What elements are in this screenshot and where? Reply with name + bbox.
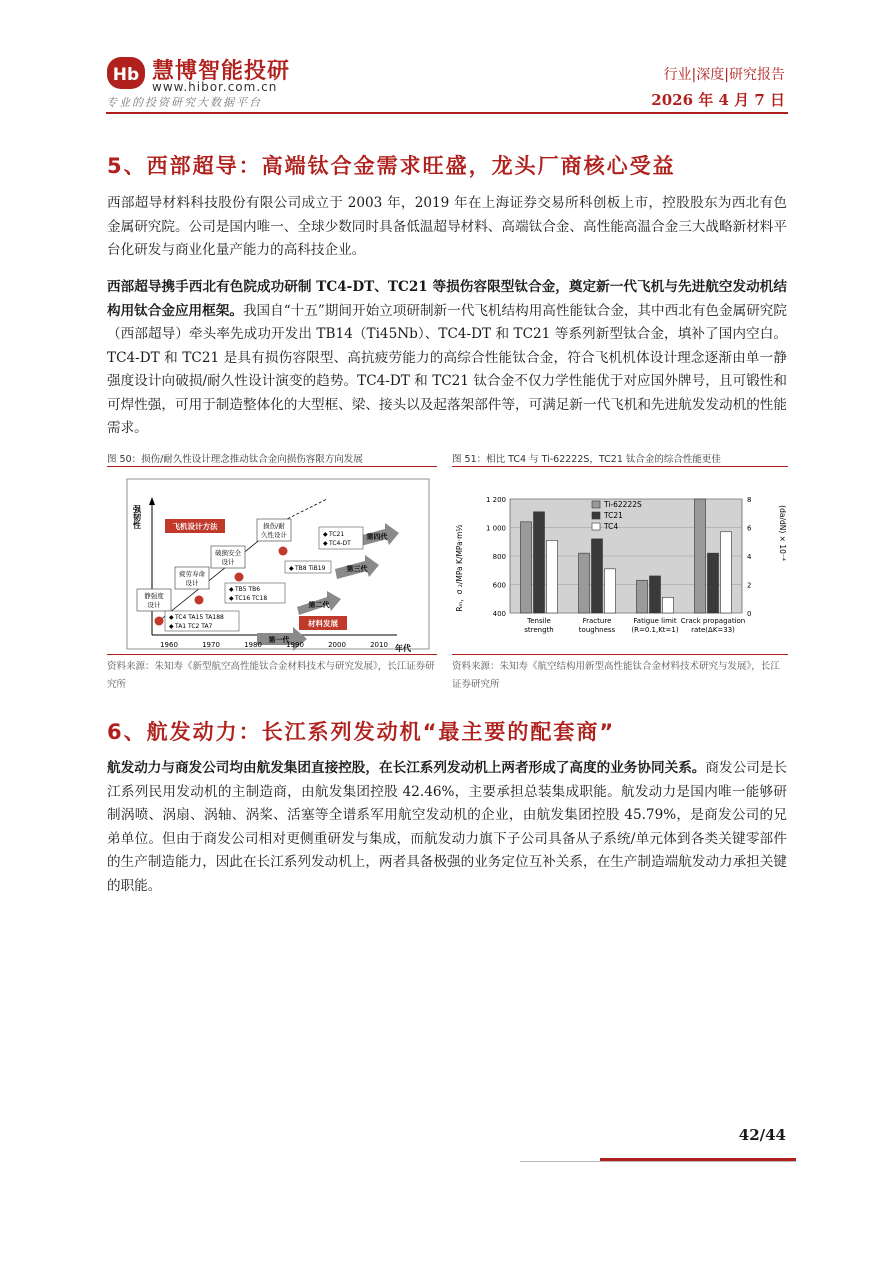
y2-tick-label: 4 (747, 553, 752, 561)
figure-51-title: 图 51：相比 TC4 与 Ti-62222S，TC21 钛合金的综合性能更佳 (452, 454, 721, 465)
svg-text:◆: ◆ (229, 595, 234, 602)
figure-50 (107, 451, 437, 662)
category-label: rate(ΔK=33) (691, 626, 735, 634)
category-label: (R=0.1,Kt=1) (631, 626, 679, 634)
report-type: 行业|深度|研究报告 (663, 67, 785, 83)
logo-name: 慧博智能投研 (152, 59, 291, 84)
figure-51 (452, 451, 788, 662)
alloy-group-1a: TC4 TA15 TA188 (175, 614, 224, 621)
bar-ti-62222s (695, 499, 706, 613)
generation-2: 第二代 (308, 601, 330, 609)
svg-text:Hb: Hb (112, 65, 140, 85)
section6-para-body: 商发公司是长江系列民用发动机的主制造商，由航发集团控股 42.46%，主要承担总装集成职能。航发动力是国内唯一能够研制涡喷、涡扇、涡轴、涡桨、活塞等全谱系军用航空发动机的企业，由航发集团控股 45.79%，是商发公司的兄弟单位。但由于商发公司相对更侧重研发与集成，而航发动力旗下子公司具备从子系统/单元体到各类关键零部件的生产制造能力，因此在长江系列发动机上，两者具备极强的业务定位互补关系，在生产制造端航发动力承担关键的职能。 (107, 760, 788, 894)
figure-50-diagram (107, 473, 437, 658)
bar-tc21 (650, 576, 661, 613)
footer-accent-line (600, 1158, 796, 1161)
legend-label: Ti-62222S (604, 500, 642, 509)
alloy-group-3: TB8 TiB19 (295, 565, 326, 572)
legend-swatch (592, 523, 600, 530)
bar-tc21 (708, 553, 719, 613)
alloy-group-2b: TC16 TC18 (235, 595, 268, 602)
section6-para-lead: 航发动力与商发公司均由航发集团直接控股，在长江系列发动机上两者形成了高度的业务协同关系。 (107, 760, 706, 776)
right-axis-label: (da/dN) × 10⁻⁴ (778, 505, 787, 561)
logo (106, 52, 326, 108)
alloy-group-4a: TC21 (329, 531, 345, 538)
bar-ti-62222s (579, 553, 590, 613)
alloy-group-4b: TC4-DT (329, 540, 351, 547)
y-tick-label: 1 200 (485, 496, 506, 504)
svg-text:◆: ◆ (289, 565, 294, 572)
x-tick-1980: 1980 (244, 641, 262, 649)
svg-text:损伤/耐: 损伤/耐 (263, 522, 285, 530)
y2-tick-label: 8 (747, 496, 752, 504)
y-tick-label: 400 (492, 610, 506, 618)
alloy-group-1b: TA1 TC2 TA7 (175, 623, 213, 630)
section5-para1: 西部超导材料科技股份有限公司成立于 2003 年，2019 年在上海证券交易所科创板上市，控股股东为西北有色金属研究院。公司是国内唯一、全球少数同时具备低温超导材料、高端钛合金、高性能高温合金三大战略新材料平台化研发与商业化量产能力的高科技企业。 (107, 195, 787, 258)
section5-para2-body: 我国自“十五”期间开始立项研制新一代飞机结构用高性能钛合金，其中西北有色金属研究院（西部超导）牵头率先成功开发出 TB14（Ti45Nb）、TC4-DT 和 TC21 等系列新型钛合金，填补了国内空白。TC4-DT 和 TC21 是具有损伤容限型、高抗疲劳能力的高综合性能钛合金，符合飞机机体设计理念逐渐由单一静强度设计向破损/耐久性设计演变的趋势。TC4-DT 和 TC21 钛合金不仅力学性能优于对应国外牌号，且可锻性和可焊性强，可用于制造整体化的大型框、梁、接头以及起落架部件等，可满足新一代飞机和先进航发发动机的性能需求。 (107, 302, 787, 436)
y-tick-label: 800 (492, 553, 506, 561)
svg-text:设计: 设计 (185, 579, 199, 587)
logo-mark-icon (106, 56, 146, 90)
figure-51-source-rule (452, 654, 788, 655)
svg-text:◆: ◆ (323, 531, 328, 538)
figure-50-title: 图 50：损伤/耐久性设计理念推动钛合金向损伤容限方向发展 (107, 454, 363, 465)
bar-tc4 (663, 597, 674, 613)
svg-text:◆: ◆ (229, 586, 234, 593)
category-label: Fatigue limit (633, 617, 677, 625)
y-tick-label: 1 000 (485, 524, 506, 533)
svg-text:疲劳寿命: 疲劳寿命 (179, 570, 205, 578)
figure-51-rule (452, 466, 788, 467)
section6-para (107, 757, 787, 898)
section5-para2 (107, 276, 787, 441)
generation-1: 第一代 (268, 636, 290, 644)
x-axis-label: 年代 (395, 644, 411, 653)
generation-3: 第三代 (346, 565, 368, 573)
left-axis-label: Rₘ，σ ₂/MPa K/MPa·m½ (455, 524, 464, 612)
header-divider (106, 112, 788, 114)
x-tick-1960: 1960 (160, 641, 178, 649)
logo-slogan: 专业的投资研究大数据平台 (106, 96, 262, 109)
bar-ti-62222s (521, 522, 532, 613)
y2-tick-label: 2 (747, 581, 752, 590)
x-tick-2000: 2000 (328, 641, 346, 649)
category-label: Crack propagation (680, 617, 746, 625)
report-date: 2026 年 4 月 7 日 (651, 91, 785, 109)
section6-heading: 6、航发动力：长江系列发动机“最主要的配套商” (107, 720, 616, 744)
x-tick-1990: 1990 (286, 641, 304, 649)
generation-4: 第四代 (366, 533, 388, 541)
figure-50-rule (107, 466, 437, 467)
svg-text:设计: 设计 (221, 558, 235, 566)
page-number: 42/44 (738, 1126, 786, 1144)
logo-url: www.hibor.com.cn (152, 80, 278, 94)
y-axis-label: 强韧性 (132, 505, 142, 529)
bar-tc21 (534, 512, 545, 613)
svg-text:静强度: 静强度 (144, 592, 164, 600)
section5-para2-lead: 西部超导携手西北有色院成功研制 TC4-DT、TC21 等损伤容限型钛合金，奠定新一代飞机与先进航空发动机结构用钛合金应用框架。 (107, 279, 787, 319)
bar-tc21 (592, 539, 603, 613)
y2-tick-label: 6 (747, 524, 752, 533)
figure-50-source: 资料来源：朱知寿《新型航空高性能钛合金材料技术与研究发展》，长江证券研究所 (107, 661, 435, 690)
design-header: 飞机设计方法 (172, 522, 218, 531)
alloy-group-2a: TB5 TB6 (235, 586, 261, 593)
svg-text:破损安全: 破损安全 (215, 549, 241, 557)
bar-tc4 (605, 569, 616, 613)
legend-label: TC4 (604, 522, 619, 531)
header-meta (651, 64, 785, 110)
category-label: strength (524, 626, 554, 634)
svg-text:◆: ◆ (169, 623, 174, 630)
footer-line (520, 1161, 796, 1162)
svg-text:◆: ◆ (323, 540, 328, 547)
material-header: 材料发展 (308, 619, 338, 628)
figure-51-source: 资料来源：朱知寿《航空结构用新型高性能钛合金材料技术研究与发展》，长江证券研究所 (452, 661, 780, 690)
category-label: Fracture (582, 617, 612, 625)
section5-heading: 5、西部超导：高端钛合金需求旺盛，龙头厂商核心受益 (107, 154, 676, 178)
svg-text:设计: 设计 (147, 601, 161, 609)
figure-50-source-rule (107, 654, 437, 655)
legend-swatch (592, 501, 600, 508)
category-label: toughness (578, 626, 616, 634)
bar-tc4 (547, 540, 558, 613)
y2-tick-label: 0 (747, 610, 752, 618)
x-tick-2010: 2010 (370, 641, 388, 649)
legend-label: TC21 (604, 511, 623, 520)
y-tick-label: 600 (492, 581, 506, 590)
x-tick-1970: 1970 (202, 641, 220, 649)
figure-51-chart (452, 473, 788, 658)
legend-swatch (592, 512, 600, 519)
category-label: Tensile (527, 617, 551, 625)
bar-ti-62222s (637, 580, 648, 613)
svg-text:久性设计: 久性设计 (261, 531, 287, 539)
svg-text:◆: ◆ (169, 614, 174, 621)
bar-tc4 (721, 532, 732, 613)
